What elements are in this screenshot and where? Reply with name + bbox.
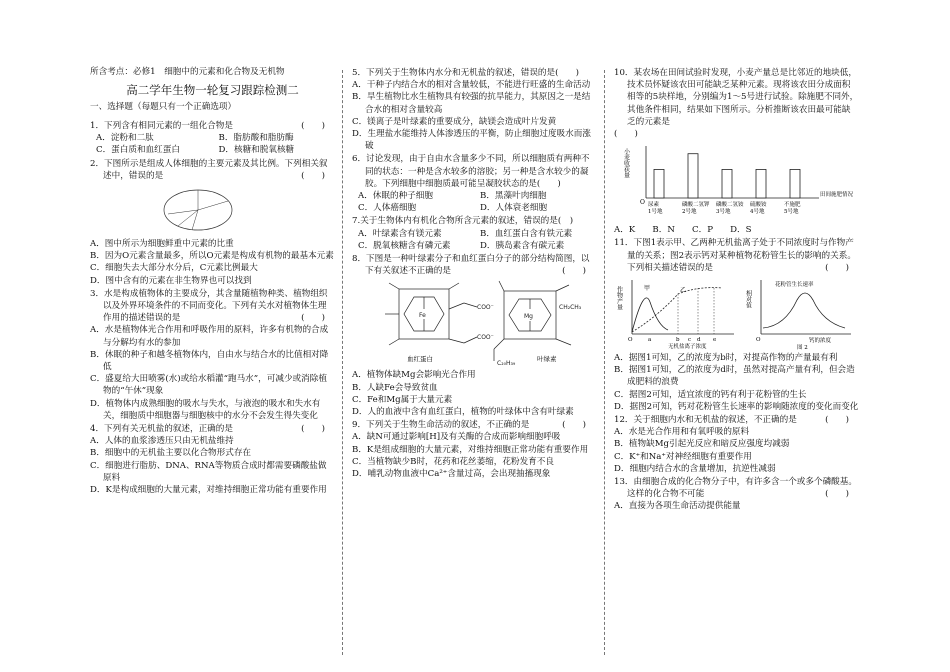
bar-label-3-2: 3号地 xyxy=(716,209,731,216)
bar-4 xyxy=(756,170,766,199)
q3-option-a[interactable]: A．水是植物体光合作用和呼吸作用的原料，许多有机物的合成与分解均有水的参加 xyxy=(90,325,329,348)
q9-option-b[interactable]: B．K是组成细胞的大量元素，对维持细胞正常功能有重要作用 xyxy=(352,444,589,455)
q3-option-b[interactable]: B．休眠的种子和越冬植物体内，自由水与结合水的比值相对降低 xyxy=(90,349,329,373)
svg-text:C₂₀H₃₉: C₂₀H₃₉ xyxy=(497,360,516,368)
question-11: 11．下图1表示甲、乙两种无机盐离子处于不同浓度时与作物产量的关系；图2表示钙对某种植物花粉管生长的影响的关系。下列相关描述错误的是 ( ) xyxy=(614,238,856,273)
q9-option-a[interactable]: A．缺N可通过影响[H]及有关酶的合成而影响细胞呼吸 xyxy=(352,432,561,443)
column-3 xyxy=(614,66,859,513)
fig1-tick-b: b xyxy=(676,337,680,344)
bar-2 xyxy=(688,154,698,198)
chlorophyll-label: 叶绿素 xyxy=(537,355,557,364)
q6-option-d[interactable]: D．人体衰老细胞 xyxy=(480,203,548,214)
bar-3 xyxy=(722,170,732,199)
column-divider-1 xyxy=(342,70,343,655)
fig1-series-jia: 甲 xyxy=(644,285,651,293)
column-2 xyxy=(352,66,596,480)
question-8: 8．下图是一种叶绿素分子和血红蛋白分子的部分结构简图，以下有关叙述不正确的是 ( ) xyxy=(352,254,590,277)
q7-option-c[interactable]: C．脱氧核糖含有磷元素 xyxy=(358,240,451,251)
q3-option-d[interactable]: D．植物体内成熟细胞的吸水与失水，与液泡的吸水和失水有关，细胞质中细胞器与细胞核中的水分不会发生得失变化 xyxy=(90,398,321,421)
q5-option-b[interactable]: B．旱生植物比水生植物具有较强的抗旱能力，其原因之一是结合水的相对含量较高 xyxy=(352,92,591,115)
heme-chlorophyll-figure xyxy=(359,279,589,367)
q2-option-b[interactable]: B．因为O元素含量最多，所以O元素是构成有机物的最基本元素 xyxy=(90,251,334,262)
q4-option-b[interactable]: B．细胞中的无机盐主要以化合物形式存在 xyxy=(90,448,252,459)
q12-option-b[interactable]: B．植物缺Mg引起光反应和暗反应强度均减弱 xyxy=(614,439,790,450)
fig2-xlabel: 钙的浓度 xyxy=(809,338,832,345)
bar-label-3-1: 磷酸二氢铵 xyxy=(716,202,744,209)
question-2: 2．下图所示是组成人体细胞的主要元素及其比例。下列相关叙述中，错误的是 ( ) xyxy=(90,158,328,181)
q1-option-c[interactable]: C．蛋白质和血红蛋白 xyxy=(96,145,180,156)
q2-option-c[interactable]: C．细胞失去大部分水分后，C元素比例最大 xyxy=(90,263,258,274)
q8-option-d[interactable]: D．人的血液中含有血红蛋白，植物的叶绿体中含有叶绿素 xyxy=(352,407,574,418)
svg-text:Mg: Mg xyxy=(524,313,533,321)
q13-option-a[interactable]: A．直接为各项生命活动提供能量 xyxy=(614,501,741,512)
q8-option-a[interactable]: A．植物体缺Mg会影响光合作用 xyxy=(352,370,476,381)
fig1-tick-d: d xyxy=(697,337,701,344)
fig1-tick-c: c xyxy=(688,337,692,344)
q8-option-c[interactable]: C．Fe和Mg属于大量元素 xyxy=(352,394,453,405)
q6-option-a[interactable]: A．休眠的种子细胞 xyxy=(358,191,433,202)
question-10: 10．某农场在田间试验时发现，小麦产量总是比邻近的地块低，技术员怀疑该农田可能缺乏某种元素。现将该农田分成面积相等的5块样地，分别编为1～5号进行试验。除施肥不同外，其他条件相同，结果如下图所示。分析推断该农田最可能缺乏的元素是 xyxy=(614,68,859,127)
bar-label-4-2: 4号地 xyxy=(750,209,765,216)
question-1: 1．下列含有相同元素的一组化合物是 ( ) xyxy=(90,121,325,131)
fig1-series-yi: 乙 xyxy=(680,287,687,295)
q11-option-d[interactable]: D．据图2可知，钙对花粉管生长速率的影响随浓度的变化而变化 xyxy=(614,401,859,412)
q7-option-a[interactable]: A．叶绿素含有镁元素 xyxy=(358,228,442,239)
q11-option-a[interactable]: A．据图1可知，乙的浓度为b时，对提高作物的产量最有利 xyxy=(614,353,838,364)
bar-label-1-1: 尿素 xyxy=(648,202,660,209)
question-9: 9．下列关于生物生命活动的叙述，不正确的是 ( ) xyxy=(352,420,586,431)
question-12: 12．关于细胞内水和无机盐的叙述，不正确的是 ( ) xyxy=(614,415,849,426)
q6-option-c[interactable]: C．人体癌细胞 xyxy=(358,203,417,214)
q5-option-d[interactable]: D．生理盐水能维持人体渗透压的平衡，防止细胞过度吸水而涨破 xyxy=(352,129,591,152)
heme-label: 血红蛋白 xyxy=(407,355,433,364)
q1-option-d[interactable]: D．核糖和脱氧核糖 xyxy=(218,145,295,156)
svg-text:Fe: Fe xyxy=(419,312,426,320)
q8-option-b[interactable]: B．人缺Fe会导致贫血 xyxy=(352,382,438,393)
ion-yield-figure-1 xyxy=(615,276,738,351)
element-pie-figure xyxy=(148,184,278,236)
q3-option-c[interactable]: C．盛夏给大田喷雾(水)或给水稻灌“跑马水”，可减少或消除植物的“午休”现象 xyxy=(90,374,327,397)
scope-line: 所含考点：必修1 细胞中的元素和化合物及无机物 xyxy=(90,67,285,77)
fig1-tick-a: a xyxy=(648,337,652,344)
q12-option-a[interactable]: A．水是光合作用和有氧呼吸的原料 xyxy=(614,427,750,438)
bar-label-2-2: 2号地 xyxy=(682,209,697,216)
question-7: 7.关于生物体内有机化合物所含元素的叙述，错误的是( ) xyxy=(352,216,574,227)
q11-option-c[interactable]: C．据图2可知，适宜浓度的钙有利于花粉管的生长 xyxy=(614,389,807,400)
fig2-title: 花粉管生长速率 xyxy=(775,282,814,289)
exam-header xyxy=(90,66,335,113)
bar-label-5-1: 不施肥 xyxy=(784,202,801,209)
bar-legend: 田间施肥情况 xyxy=(820,192,854,199)
q5-option-a[interactable]: A．干种子内结合水的相对含量较低，不能进行旺盛的生命活动 xyxy=(352,80,591,91)
yield-bar-chart xyxy=(622,142,854,222)
q9-option-c[interactable]: C．当植物缺少B时，花药和花丝萎缩，花粉发育不良 xyxy=(352,456,554,467)
q1-option-a[interactable]: A．淀粉和二肽 xyxy=(96,133,154,144)
bar-label-1-2: 1号地 xyxy=(648,209,663,216)
svg-text:CH₂CH₃: CH₂CH₃ xyxy=(559,304,582,312)
fig2-origin: O xyxy=(756,337,761,344)
q2-option-d[interactable]: D．图中含有的元素在非生物界也可以找到 xyxy=(90,275,252,286)
q1-option-b[interactable]: B．脂肪酸和脂肪酶 xyxy=(218,133,294,144)
q6-option-b[interactable]: B．黑藻叶肉细胞 xyxy=(480,191,547,202)
bar-1 xyxy=(654,170,664,199)
q7-option-d[interactable]: D．胰岛素含有碳元素 xyxy=(480,240,565,251)
q4-option-c[interactable]: C．细胞进行脂肪、DNA、RNA等物质合成时都需要磷酸盐做原料 xyxy=(90,460,327,483)
question-4: 4．下列有关无机盐的叙述，正确的是 ( ) xyxy=(90,424,325,435)
q5-option-c[interactable]: C．镁离子是叶绿素的重要成分，缺镁会造成叶片发黄 xyxy=(352,116,557,127)
question-5: 5．下列关于生物体内水分和无机盐的叙述，错误的是( ) xyxy=(352,68,580,78)
svg-text:COO⁻: COO⁻ xyxy=(477,304,494,312)
fig2-ylabel: 相对值 xyxy=(744,290,752,309)
fig1-tick-o: O xyxy=(628,337,633,344)
bar-label-4-1: 硫酸铵 xyxy=(750,202,767,209)
q9-option-d[interactable]: D．哺乳动物血液中Ca²⁺含量过高，会出现抽搐现象 xyxy=(352,469,551,480)
bar-origin: O xyxy=(640,199,645,207)
section-heading: 一、选择题（每题只有一个正确选项） xyxy=(90,101,237,112)
q4-option-d[interactable]: D．K是构成细胞的大量元素，对维持细胞正常功能有重要作用 xyxy=(90,485,327,496)
calcium-pollen-figure-2 xyxy=(745,276,855,350)
column-1 xyxy=(90,119,335,496)
question-13: 13．由细胞合成的化合物分子中，有许多含一个或多个磷酸基。这样的化合物不可能 ( ) xyxy=(614,477,857,500)
q10-options[interactable]: A．K B．N C．P D．S xyxy=(614,225,752,236)
bar-label-5-2: 5号地 xyxy=(784,209,799,216)
q12-option-d[interactable]: D．细胞内结合水的含量增加，抗逆性减弱 xyxy=(614,463,776,474)
q7-option-b[interactable]: B．血红蛋白含有铁元素 xyxy=(480,228,573,239)
bar-5 xyxy=(790,170,800,199)
column-divider-2 xyxy=(604,70,605,655)
bar-label-2-1: 磷酸二氢钾 xyxy=(682,202,710,209)
fig1-tick-e: e xyxy=(713,337,717,344)
q4-option-a[interactable]: A．人体的血浆渗透压只由无机盐维持 xyxy=(90,436,234,447)
bar-ylabel: 小麦收获量 xyxy=(622,148,630,179)
q11-option-b[interactable]: B．据图1可知，乙的浓度为d时，虽然对提高产量有利，但会造成肥料的浪费 xyxy=(614,365,855,388)
page-title: 高二学年生物一轮复习跟踪检测二 xyxy=(126,83,299,98)
question-6: 6．讨论发现，由于自由水含量多少不同，所以细胞质有两种不同的状态：一种是含水较多的溶胶；另一种是含水较少的凝胶。下列细胞中细胞质最可能呈凝胶状态的是( ) xyxy=(352,154,590,189)
fig1-ylabel: 作物产量 xyxy=(615,286,623,311)
svg-text:COO⁻: COO⁻ xyxy=(477,334,494,342)
question-3: 3．水是构成植物体的主要成分，其含量随植物种类、植物组织以及外界环境条件的不同而变化。下列有关水对植物体生理作用的描述错误的是 ( ) xyxy=(90,288,328,324)
fig2-caption: 图 2 xyxy=(797,345,808,352)
q12-option-c[interactable]: C．K⁺和Na⁺对神经细胞有重要作用 xyxy=(614,451,752,462)
q10-paren: ( ) xyxy=(614,129,638,140)
q2-option-a[interactable]: A．图中所示为细胞鲜重中元素的比重 xyxy=(90,239,234,250)
fig1-xlabel: 无机盐离子浓度 xyxy=(668,344,707,351)
